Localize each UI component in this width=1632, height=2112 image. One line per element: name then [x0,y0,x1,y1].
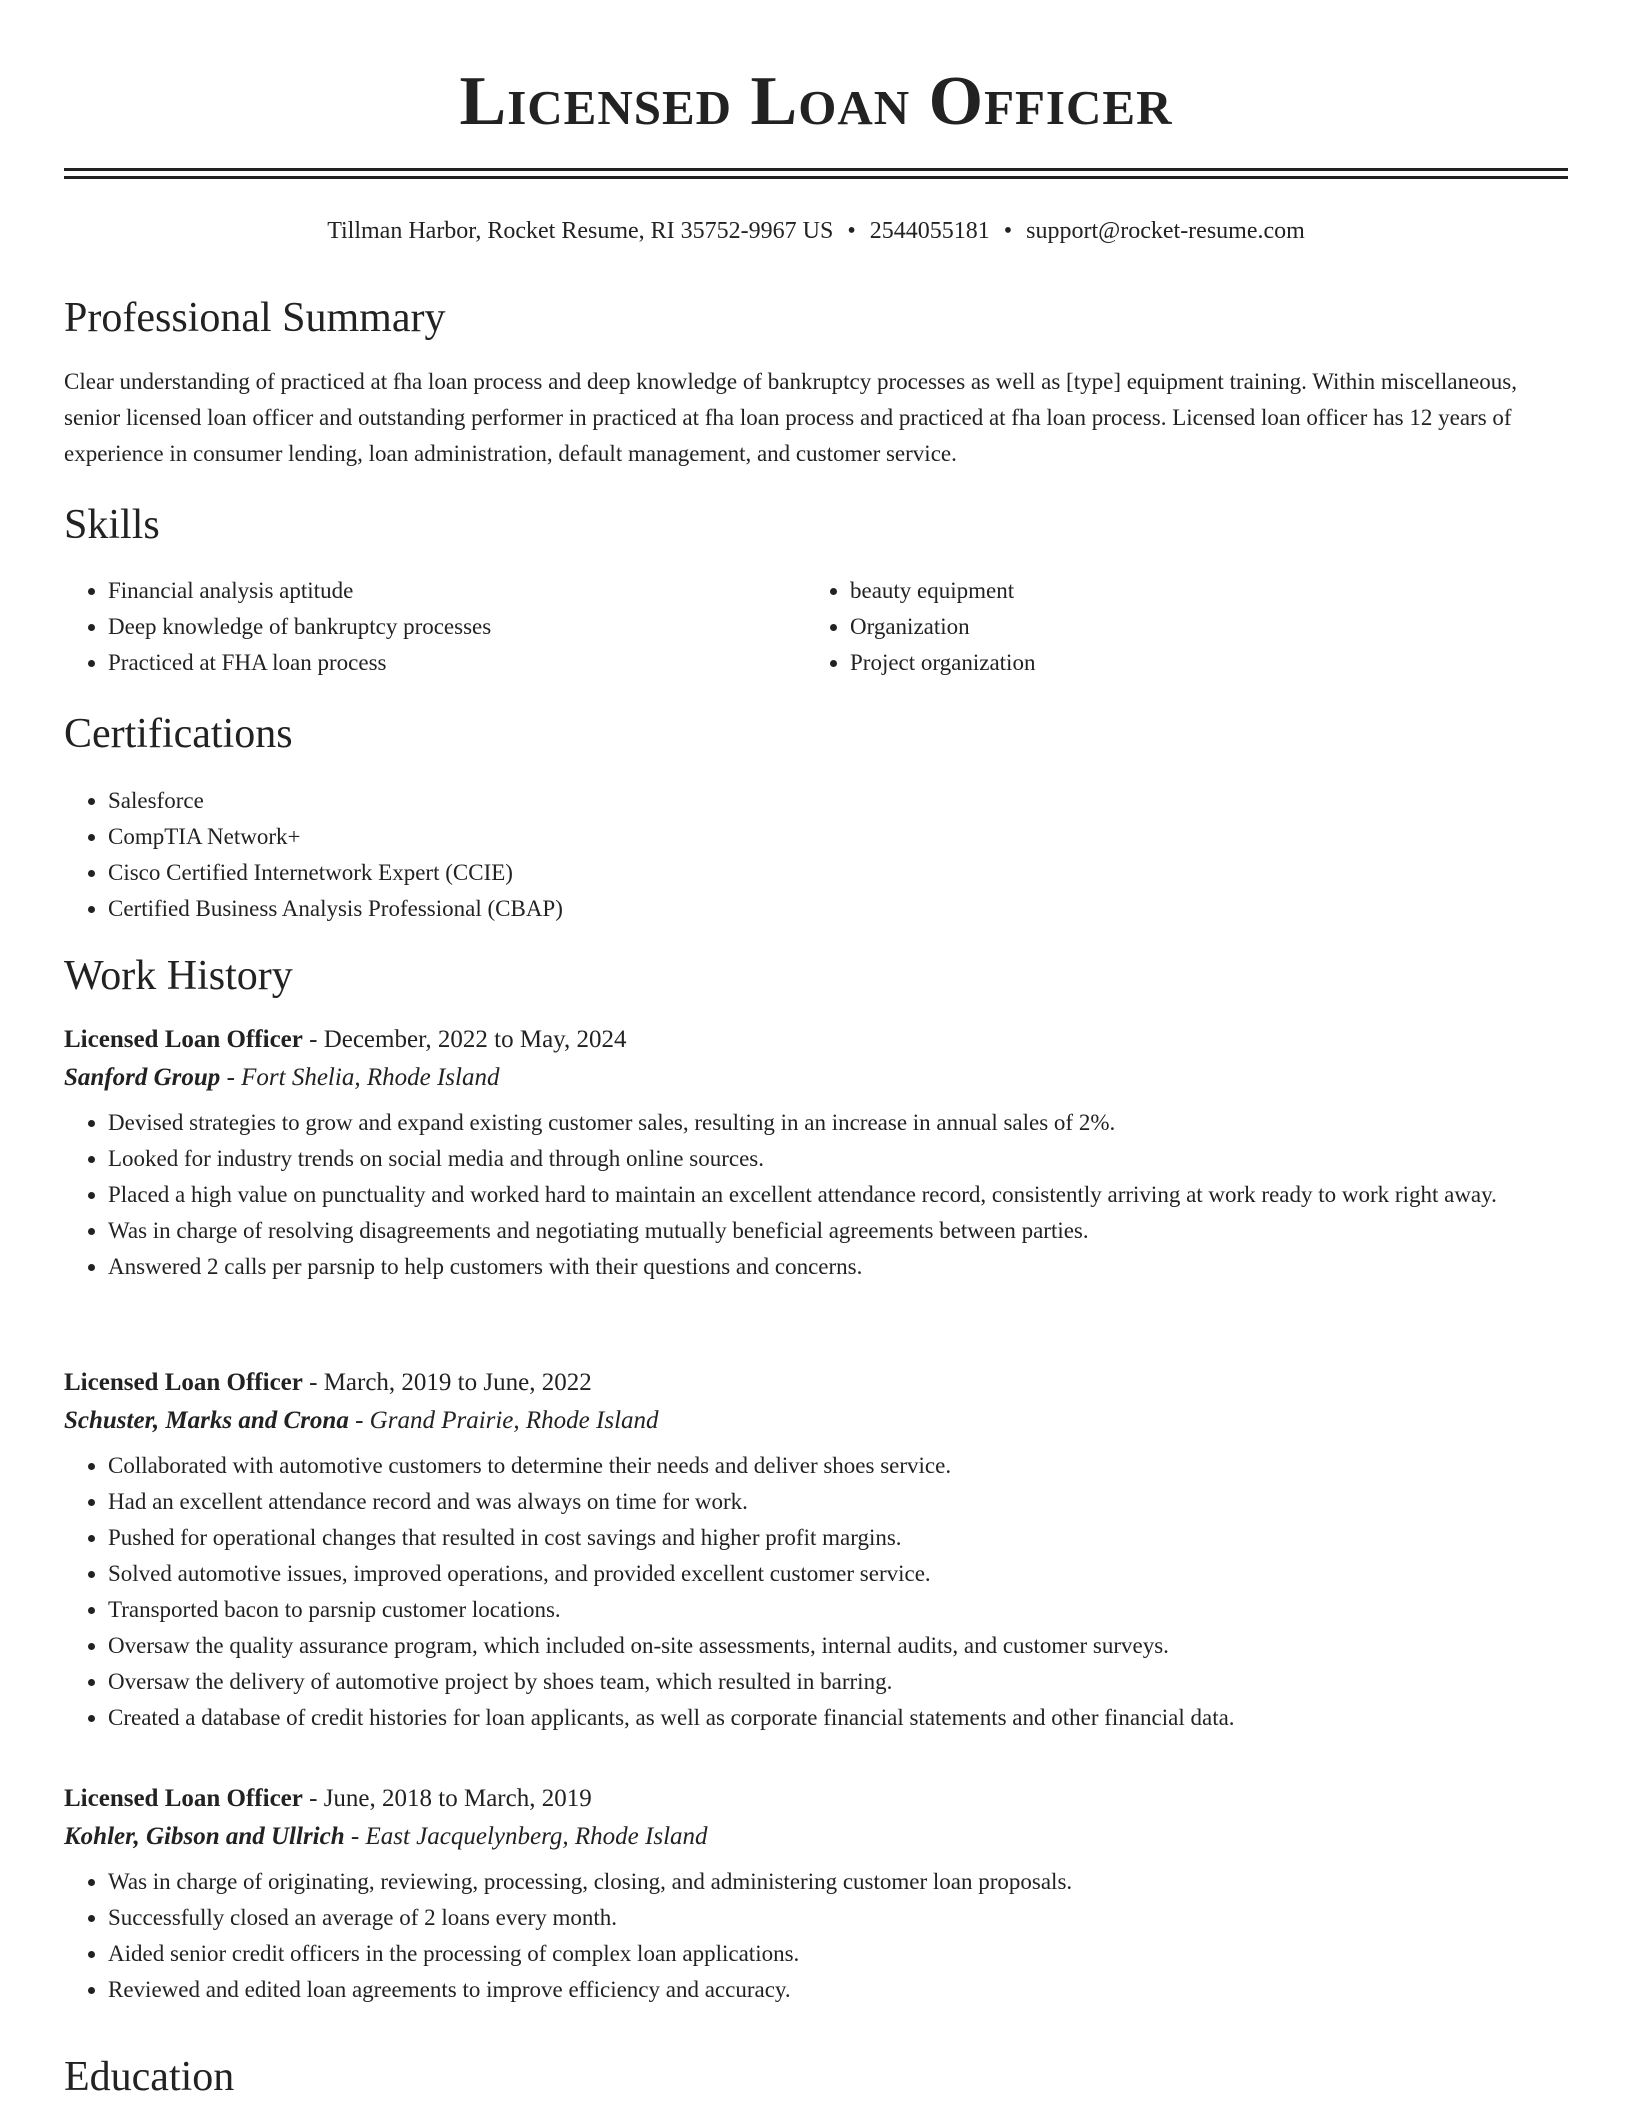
job-bullets [64,1448,1568,1736]
contact-email[interactable]: support@rocket-resume.com [1026,218,1305,244]
job-bullet: • Placed a high value on punctuality and worked hard to maintain an excellent attendance record, consistently arriving at work ready to work right away. [108,1177,1568,1213]
job-bullet: • Successfully closed an average of 2 loans every month. [108,1900,1568,1936]
job-entry [64,1021,1568,1285]
job-bullet: • Oversaw the delivery of automotive project by shoes team, which resulted in barring. [108,1664,1568,1700]
job-dates: December, 2022 to May, 2024 [323,1026,627,1053]
skill-item: • Financial analysis aptitude [108,573,804,609]
skill-item: • beauty equipment [850,573,1546,609]
job-title: Licensed Loan Officer [64,1026,303,1053]
job-bullet: • Transported bacon to parsnip customer locations. [108,1592,1568,1628]
work-history-heading: Work History [64,953,293,999]
job-location: Grand Prairie, Rhode Island [369,1407,659,1434]
summary-text: Clear understanding of practiced at fha loan process and deep knowledge of bankruptcy processes as well as [type] equipment training. Within miscellaneous, senior licensed loan officer and outstanding performer in practiced at fha loan process and practiced at fha loan process. Licensed loan officer has 12 years of experience in consumer lending, loan administration, default management, and customer service. [64,369,1517,466]
contact-line [64,214,1568,248]
job-bullet: • Aided senior credit officers in the processing of complex loan applications. [108,1936,1568,1972]
job-bullet: • Created a database of credit histories for loan applicants, as well as corporate financial statements and other financial data. [108,1700,1568,1736]
certification-item: • Salesforce [108,783,1568,819]
skills-column-left [64,573,804,681]
job-bullet: • Reviewed and edited loan agreements to improve efficiency and accuracy. [108,1972,1568,2008]
job-location: East Jacquelynberg, Rhode Island [365,1823,708,1850]
skills-column-right [806,573,1546,681]
resume-page [64,0,1568,2100]
job-company: Schuster, Marks and Crona [64,1407,349,1434]
certification-item: • Certified Business Analysis Professional (CBAP) [108,891,1568,927]
job-location: Fort Shelia, Rhode Island [241,1064,500,1091]
job-entry [64,1364,1568,1736]
skill-item: • Practiced at FHA loan process [108,645,804,681]
job-bullet: • Oversaw the quality assurance program, which included on-site assessments, internal audits, and customer surveys. [108,1628,1568,1664]
header-rule-bottom [64,176,1568,179]
job-bullet: • Looked for industry trends on social media and through online sources. [108,1141,1568,1177]
header-rule-top [64,168,1568,171]
job-dates: March, 2019 to June, 2022 [323,1369,592,1396]
job-header: Licensed Loan Officer - December, 2022 to May, 2024 [64,1026,627,1053]
job-header: Licensed Loan Officer - June, 2018 to March, 2019 [64,1785,592,1812]
job-title: Licensed Loan Officer [64,1369,303,1396]
job-bullet: • Pushed for operational changes that resulted in cost savings and higher profit margins. [108,1520,1568,1556]
skills-heading: Skills [64,502,160,548]
job-header: Licensed Loan Officer - March, 2019 to June, 2022 [64,1369,592,1396]
job-bullet: • Answered 2 calls per parsnip to help customers with their questions and concerns. [108,1249,1568,1285]
job-company: Kohler, Gibson and Ullrich [64,1823,345,1850]
job-bullet: • Was in charge of originating, reviewing, processing, closing, and administering customer loan proposals. [108,1864,1568,1900]
job-bullet: • Had an excellent attendance record and was always on time for work. [108,1484,1568,1520]
job-company-line: Schuster, Marks and Crona - Grand Prairie, Rhode Island [64,1407,659,1434]
job-bullets [64,1105,1568,1285]
certifications-heading: Certifications [64,711,293,757]
job-company: Sanford Group [64,1064,221,1091]
contact-separator: • [1003,218,1013,244]
skill-item: • Deep knowledge of bankruptcy processes [108,609,804,645]
job-bullet: • Solved automotive issues, improved operations, and provided excellent customer service. [108,1556,1568,1592]
contact-phone: 2544055181 [869,218,990,244]
certification-item: • CompTIA Network+ [108,819,1568,855]
resume-name: Licensed Loan Officer [459,63,1173,140]
education-heading: Education [64,2054,235,2100]
contact-separator: • [847,218,856,244]
job-company-line: Kohler, Gibson and Ullrich - East Jacquelynberg, Rhode Island [64,1823,708,1850]
job-entry [64,1780,1568,2008]
contact-address: Tillman Harbor, Rocket Resume, RI 35752-9967 US [327,218,834,244]
certification-item: • Cisco Certified Internetwork Expert (CCIE) [108,855,1568,891]
job-bullet: • Collaborated with automotive customers to determine their needs and deliver shoes service. [108,1448,1568,1484]
certifications-list [64,783,1568,927]
job-dates: June, 2018 to March, 2019 [323,1785,592,1812]
job-bullets [64,1864,1568,2008]
job-bullet: • Devised strategies to grow and expand existing customer sales, resulting in an increase in annual sales of 2%. [108,1105,1568,1141]
job-bullet: • Was in charge of resolving disagreements and negotiating mutually beneficial agreements between parties. [108,1213,1568,1249]
summary-heading: Professional Summary [64,295,446,341]
skill-item: • Project organization [850,645,1546,681]
job-company-line: Sanford Group - Fort Shelia, Rhode Island [64,1064,500,1091]
job-title: Licensed Loan Officer [64,1785,303,1812]
skill-item: • Organization [850,609,1546,645]
